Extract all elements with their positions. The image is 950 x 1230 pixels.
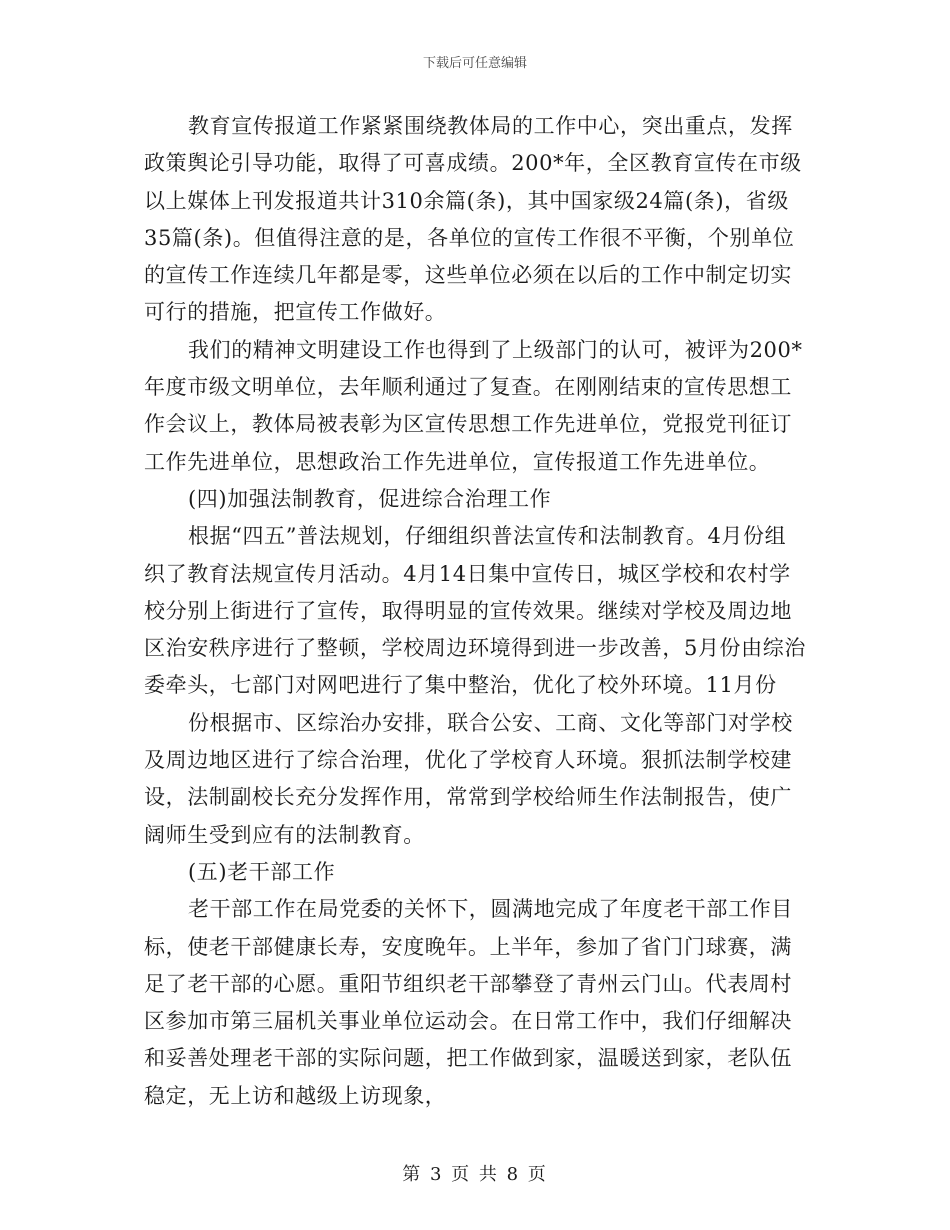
text-line: 老干部工作在局党委的关怀下，圆满地完成了年度老干部工作目 [188, 897, 793, 922]
text-line: 份根据市、区综治办安排，联合公安、工商、文化等部门对学校 [188, 710, 793, 735]
text-line: 标，使老干部健康长寿，安度晚年。上半年，参加了省门门球赛，满 [144, 934, 792, 959]
text-line: 年度市级文明单位，去年顺利通过了复查。在刚刚结束的宣传思想工 [144, 375, 792, 400]
page-number: 第 3 页 共 8 页 [402, 1164, 548, 1185]
text-line: 工作先进单位，思想政治工作先进单位，宣传报道工作先进单位。 [144, 449, 771, 474]
text-line: 35篇(条)。但值得注意的是，各单位的宣传工作很不平衡，个别单位 [144, 225, 795, 250]
text-line: 可行的措施，把宣传工作做好。 [144, 300, 447, 325]
text-line: 区治安秩序进行了整顿，学校周边环境得到进一步改善，5月份由综治 [144, 636, 806, 661]
text-line: 的宣传工作连续几年都是零，这些单位必须在以后的工作中制定切实 [144, 263, 792, 288]
text-line: (五)老干部工作 [188, 859, 336, 884]
text-line: 校分别上街进行了宣传，取得明显的宣传效果。继续对学校及周边地 [144, 598, 792, 623]
text-line: 政策舆论引导功能，取得了可喜成绩。200*年，全区教育宣传在市级 [144, 151, 802, 176]
text-line: 稳定，无上访和越级上访现象， [144, 1083, 447, 1108]
text-line: 以上媒体上刊发报道共计310余篇(条)，其中国家级24篇(条)，省级 [144, 188, 789, 213]
text-line: 织了教育法规宣传月活动。4月14日集中宣传日，城区学校和农村学 [144, 561, 791, 586]
page-header-note: 下载后可任意编辑 [422, 56, 527, 71]
text-line: 及周边地区进行了综合治理，优化了学校育人环境。狠抓法制学校建 [144, 748, 792, 773]
text-line: 根据“四五”普法规划，仔细组织普法宣传和法制教育。4月份组 [188, 524, 787, 549]
text-line: 阔师生受到应有的法制教育。 [144, 822, 425, 847]
text-line: 作会议上，教体局被表彰为区宣传思想工作先进单位，党报党刊征订 [144, 412, 792, 437]
text-line: 和妥善处理老干部的实际问题，把工作做到家，温暖送到家，老队伍 [144, 1046, 792, 1071]
text-line: 足了老干部的心愿。重阳节组织老干部攀登了青州云门山。代表周村 [144, 971, 792, 996]
text-line: 设，法制副校长充分发挥作用，常常到学校给师生作法制报告，使广 [144, 785, 792, 810]
text-line: 区参加市第三届机关事业单位运动会。在日常工作中，我们仔细解决 [144, 1009, 792, 1034]
text-line: 教育宣传报道工作紧紧围绕教体局的工作中心，突出重点，发挥 [188, 114, 793, 138]
text-line: 我们的精神文明建设工作也得到了上级部门的认可，被评为200* [188, 337, 803, 362]
text-line: 委牵头，七部门对网吧进行了集中整治，优化了校外环境。11月份 [144, 673, 777, 698]
document-body [144, 108, 812, 1115]
text-line: (四)加强法制教育，促进综合治理工作 [188, 486, 552, 511]
